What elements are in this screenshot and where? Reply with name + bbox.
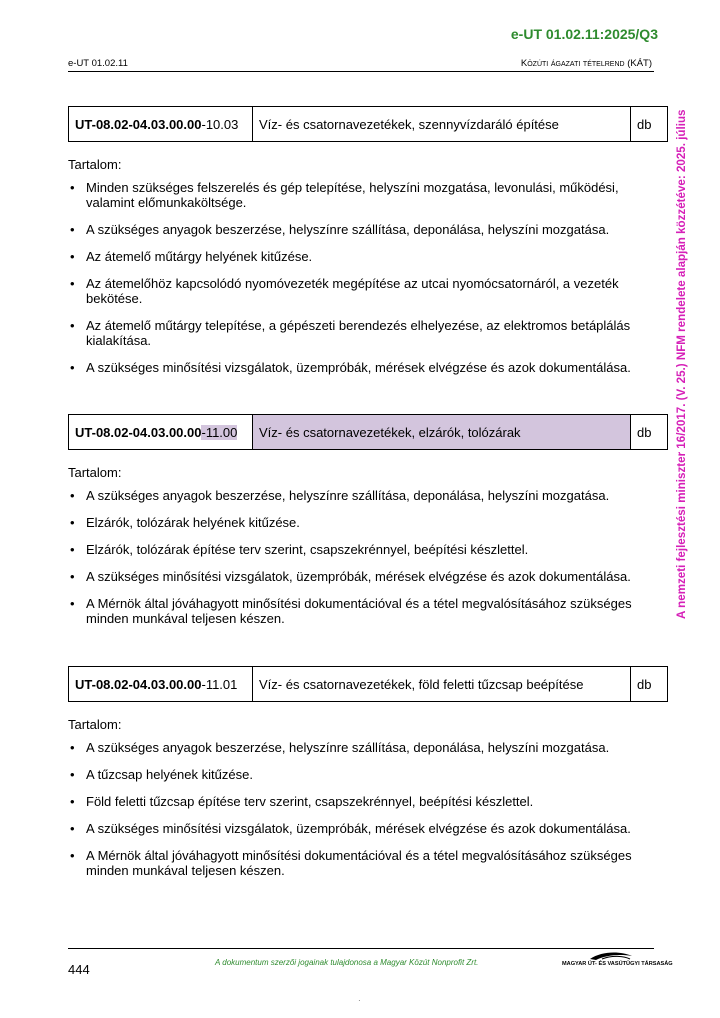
content-list <box>68 488 668 626</box>
list-item: • Az átemelő műtárgy helyének kitűzése. <box>68 249 668 264</box>
footer-divider <box>68 948 654 949</box>
list-item: • A szükséges anyagok beszerzése, helyszínre szállítása, deponálása, helyszíni mozgatása. <box>68 222 668 237</box>
list-item: • A tűzcsap helyének kitűzése. <box>68 767 668 782</box>
header-divider <box>68 71 654 72</box>
list-item: • Elzárók, tolózárak építése terv szerint, csapszekrénnyel, beépítési készlettel. <box>68 542 668 557</box>
item-unit: db <box>631 107 668 142</box>
item-code: UT-08.02-04.03.00.00-11.00 <box>69 415 253 450</box>
logo-text: MAGYAR ÚT- ÉS VASÚTÜGYI TÁRSASÁG <box>562 961 673 967</box>
list-item: • A szükséges minősítési vizsgálatok, üzempróbák, mérések elvégzése és azok dokumentálása. <box>68 569 668 584</box>
side-note: A nemzeti fejlesztési miniszter 16/2017. (V. 25.) NFM rendelete alapján közzétéve: 2025. július <box>675 109 688 619</box>
list-item: • A szükséges minősítési vizsgálatok, üzempróbák, mérések elvégzése és azok dokumentálása. <box>68 821 668 836</box>
list-item: • Föld feletti tűzcsap építése terv szerint, csapszekrénnyel, beépítési készlettel. <box>68 794 668 809</box>
item-code-table <box>68 106 668 142</box>
item-code-table <box>68 414 668 450</box>
item-title: Víz- és csatornavezetékek, elzárók, tolózárak <box>253 415 631 450</box>
section-11-01 <box>68 666 668 890</box>
list-item: • Elzárók, tolózárak helyének kitűzése. <box>68 515 668 530</box>
page-number: 444 <box>68 962 90 977</box>
item-title: Víz- és csatornavezetékek, föld feletti tűzcsap beépítése <box>253 667 631 702</box>
doc-code: e-UT 01.02.11:2025/Q3 <box>510 26 658 42</box>
copyright-note: A dokumentum szerzői jogainak tulajdonosa a Magyar Közút Nonprofit Zrt. <box>215 958 479 967</box>
highlighted-code-suffix: -11.00 <box>201 424 238 440</box>
item-title: Víz- és csatornavezetékek, szennyvízdaráló építése <box>253 107 631 142</box>
list-item: • A Mérnök által jóváhagyott minősítési dokumentációval és a tétel megvalósításához szükséges minden munkával teljesen készen. <box>68 596 668 626</box>
section-11-00 <box>68 414 668 638</box>
list-item: • Minden szükséges felszerelés és gép telepítése, helyszíni mozgatása, levonulási, működési, valamint előmunkaköltsége. <box>68 180 668 210</box>
header-left: e-UT 01.02.11 <box>68 58 128 69</box>
list-item: • A szükséges anyagok beszerzése, helyszínre szállítása, deponálása, helyszíni mozgatása. <box>68 488 668 503</box>
bottom-dot: · <box>358 996 361 1005</box>
item-code-table <box>68 666 668 702</box>
content-list <box>68 180 668 375</box>
section-10-03 <box>68 106 668 387</box>
list-item: • A szükséges minősítési vizsgálatok, üzempróbák, mérések elvégzése és azok dokumentálása. <box>68 360 668 375</box>
list-item: • Az átemelőhöz kapcsolódó nyomóvezeték megépítése az utcai nyomócsatornáról, a vezeték bekötése. <box>68 276 668 306</box>
content-label: Tartalom: <box>68 465 122 480</box>
content-label: Tartalom: <box>68 717 122 732</box>
content-list <box>68 740 668 878</box>
item-code: UT-08.02-04.03.00.00-10.03 <box>69 107 253 142</box>
list-item: • A Mérnök által jóváhagyott minősítési dokumentációval és a tétel megvalósításához szükséges minden munkával teljesen készen. <box>68 848 668 878</box>
header-right: Közúti ágazati tételrend (KÁT) <box>520 58 652 69</box>
item-code: UT-08.02-04.03.00.00-11.01 <box>69 667 253 702</box>
list-item: • Az átemelő műtárgy telepítése, a gépészeti berendezés elhelyezése, az elektromos betáplálás kialakítása. <box>68 318 668 348</box>
item-unit: db <box>631 667 668 702</box>
content-label: Tartalom: <box>68 157 122 172</box>
item-unit: db <box>631 415 668 450</box>
list-item: • A szükséges anyagok beszerzése, helyszínre szállítása, deponálása, helyszíni mozgatása. <box>68 740 668 755</box>
